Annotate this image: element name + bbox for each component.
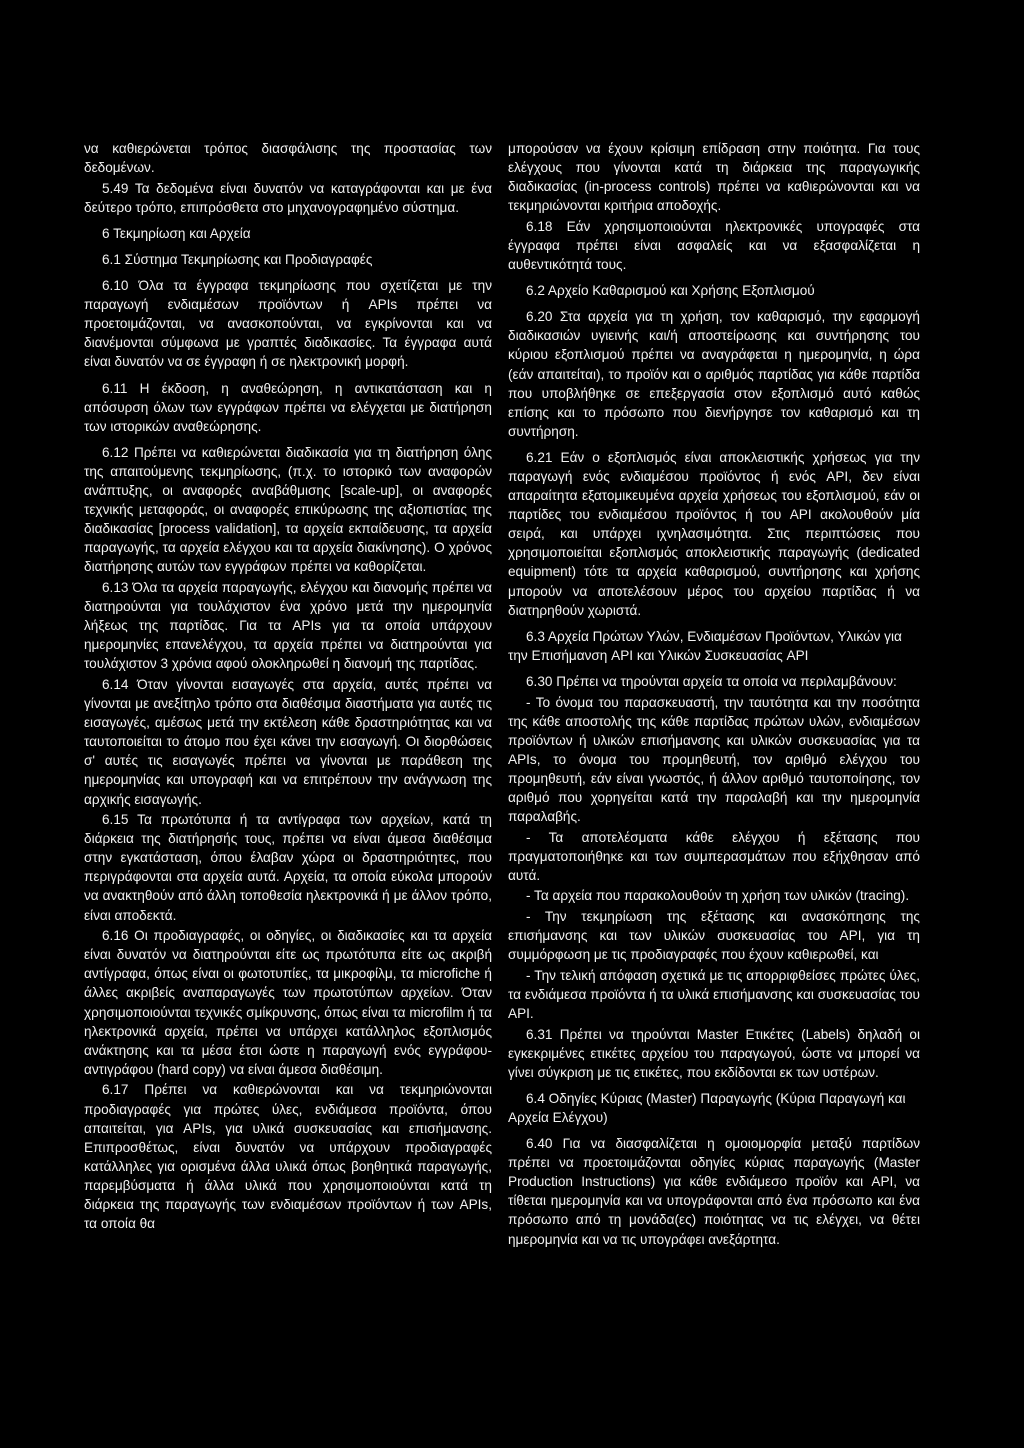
paragraph: 6.40 Για να διασφαλίζεται η ομοιομορφία μεταξύ παρτίδων πρέπει να προετοιμάζονται οδηγίες κύριας παραγωγής (Master Production Instructions) για κάθε ενδιάμεσο προϊόν και API, να τίθεται ημερομηνία και να υπογράφονται από ένα πρόσωπο και ένα πρόσωπο από τη μονάδα(ες) ποιότητας να τις ελέγχει, να θέτει ημερομηνία και να τις υπογράφει ανεξάρτητα. (508, 1136, 920, 1247)
paragraph: 6.13 Όλα τα αρχεία παραγωγής, ελέγχου και διανομής πρέπει να διατηρούνται για τουλάχιστον ένα χρόνο μετά την ημερομηνία λήξεως της παρτίδας. Για τα APIs για τα οποία υπάρχουν ημερομηνίες επανελέγχου, τα αρχεία πρέπει να διατηρούνται για τουλάχιστον 3 χρόνια αφού ολοκληρωθεί η διανομή της παρτίδας. (84, 579, 492, 672)
list-item: - Τα αρχεία που παρακολουθούν τη χρήση των υλικών (tracing). (526, 888, 910, 904)
section-heading: 6.2 Αρχείο Καθαρισμού και Χρήσης Εξοπλισμού (526, 283, 815, 299)
paragraph: να καθιερώνεται τρόπος διασφάλισης της προστασίας των δεδομένων. (84, 141, 492, 176)
right-column (508, 139, 920, 1250)
section-heading: 6.1 Σύστημα Τεκμηρίωσης και Προδιαγραφές (102, 251, 373, 267)
list-item: - Την τελική απόφαση σχετικά με τις απορριφθείσες πρώτες ύλες, τα ενδιάμεσα προϊόντα ή τα υλικά επισήμανσης και συσκευασίας του API. (508, 967, 920, 1022)
section-heading: 6 Τεκμηρίωση και Αρχεία (102, 225, 251, 241)
paragraph: 6.30 Πρέπει να τηρούνται αρχεία τα οποία να περιλαμβάνουν: (526, 673, 897, 689)
paragraph: 6.12 Πρέπει να καθιερώνεται διαδικασία για τη διατήρηση όλης της απαιτούμενης τεκμηρίωσης, (π.χ. το ιστορικό των αναφορών ανάπτυξης, οι αναφορές αναβάθμισης [scale-up], οι αναφορές τεχνικής μεταφοράς, οι αναφορές επικύρωσης της αξιοπιστίας της διαδικασίας [process validation], τα αρχεία εκπαίδευσης, τα αρχεία παραγωγής, τα αρχεία ελέγχου και τα αρχεία διακίνησης). Ο χρόνος διατήρησης αυτών των εγγράφων πρέπει να καθορίζεται. (84, 444, 492, 575)
section-heading: 6.4 Οδηγίες Κύριας (Master) Παραγωγής (Κύρια Παραγωγή και Αρχεία Ελέγχου) (508, 1090, 906, 1125)
paragraph: 6.20 Στα αρχεία για τη χρήση, τον καθαρισμό, την εφαρμογή διαδικασιών υγιεινής και/ή αποστείρωσης και συντήρησης του κύριου εξοπλισμού πρέπει να αναγράφεται η ημερομηνία, η ώρα (εάν απαιτείται), το προϊόν και ο αριθμός παρτίδας για κάθε παρτίδα που υποβλήθηκε σε επεξεργασία στον εξοπλισμό αυτό καθώς επίσης και το πρόσωπο που διενήργησε τον καθαρισμό και τη συντήρηση. (508, 309, 920, 439)
paragraph: 5.49 Τα δεδομένα είναι δυνατόν να καταγράφονται και με ένα δεύτερο τρόπο, επιπρόσθετα στο μηχανογραφημένο σύστημα. (84, 180, 492, 215)
section-heading: 6.3 Αρχεία Πρώτων Υλών, Ενδιαμέσων Προϊόντων, Υλικών για την Επισήμανση API και Υλικών Συσκευασίας API (508, 628, 902, 663)
paragraph: 6.17 Πρέπει να καθιερώνονται και να τεκμηριώνονται προδιαγραφές για πρώτες ύλες, ενδιάμεσα προϊόντα, όπου απαιτείται, για APIs, για υλικά συσκευασίας και επισήμανσης. Επιπροσθέτως, είναι δυνατόν να υπάρχουν προδιαγραφές κατάλληλες για ορισμένα άλλα υλικά όπως βοηθητικά παραγωγής, παρεμβύσματα ή άλλα υλικά που χρησιμοποιούνται κατά τη διάρκεια της παραγωγής των ενδιαμέσων προϊόντων ή των APIs, τα οποία θα (84, 1082, 492, 1232)
list-item: - Την τεκμηρίωση της εξέτασης και ανασκόπησης της επισήμανσης και των υλικών συσκευασίας του API, για τη συμμόρφωση με τις προδιαγραφές που έχουν καθιερωθεί, και (508, 909, 920, 963)
paragraph: 6.16 Οι προδιαγραφές, οι οδηγίες, οι διαδικασίες και τα αρχεία είναι δυνατόν να διατηρούνται είτε ως πρωτότυπα είτε ως ακριβή αντίγραφα, όπως είναι οι φωτοτυπίες, τα μικροφίλμ, τα microfiche ή άλλες ακριβείς αναπαραγωγές των πρωτοτύπων αρχείων. Όταν χρησιμοποιούνται τεχνικές σμίκρυνσης, όπως είναι τα microfilm ή τα ηλεκτρονικά αρχεία, πρέπει να υπάρχει κατάλληλος εξοπλισμός ανάκτησης και τα μέσα έτσι ώστε η παραγωγή ενός εγγράφου-αντιγράφου (hard copy) να είναι άμεσα διαθέσιμη. (84, 928, 492, 1077)
paragraph: 6.11 Η έκδοση, η αναθεώρηση, η αντικατάσταση και η απόσυρση όλων των εγγράφων πρέπει να ελέγχεται με διατήρηση των ιστορικών αναθεώρησης. (84, 380, 492, 434)
paragraph: μπορούσαν να έχουν κρίσιμη επίδραση στην ποιότητα. Για τους ελέγχους που γίνονται κατά τη διάρκεια της παραγωγικής διαδικασίας (in-process controls) πρέπει να καθιερώνονται και να τεκμηριώνονται κριτήρια αποδοχής. (508, 141, 920, 214)
list-item: - Τα αποτελέσματα κάθε ελέγχου ή εξέτασης που πραγματοποιήθηκε και των συμπερασμάτων που εξήχθησαν από αυτά. (508, 829, 920, 883)
paragraph: 6.21 Εάν ο εξοπλισμός είναι αποκλειστικής χρήσεως για την παραγωγή ενός ενδιαμέσου προϊόντος ή ενός API, δεν είναι απαραίτητα εξατομικευμένα αρχεία χρήσεως του εξοπλισμού, εάν οι παρτίδες του ενδιαμέσου προϊόντος ή του API ακολουθούν μία σειρά, και υπάρχει ιχνηλασιμότητα. Στις περιπτώσεις που χρησιμοποιείται εξοπλισμός αποκλειστικής παραγωγής (dedicated equipment) τότε τα αρχεία καθαρισμού, συντήρησης και χρήσης μπορούν να αποτελέσουν μέρος του αρχείου παρτίδας ή να διατηρηθούν χωριστά. (508, 449, 920, 618)
paragraph: 6.14 Όταν γίνονται εισαγωγές στα αρχεία, αυτές πρέπει να γίνονται με ανεξίτηλο τρόπο στα διαθέσιμα διαστήματα για αυτές τις εισαγωγές, αμέσως μετά την εκτέλεση κάθε δραστηριότητας και να ταυτοποιείται το άτομο που έχει κάνει την εισαγωγή. Οι διορθώσεις σ' αυτές τις εισαγωγές πρέπει να γίνονται με παράθεση της ημερομηνίας και υπογραφή και να επιτρέπουν την ανάγνωση της αρχικής εισαγωγής. (84, 676, 492, 807)
left-column (84, 139, 492, 1235)
paragraph: 6.15 Τα πρωτότυπα ή τα αντίγραφα των αρχείων, κατά τη διάρκεια της διατήρησής τους, πρέπει να είναι άμεσα διαθέσιμα στην εγκατάσταση, όπου έλαβαν χώρα οι δραστηριότητες, που περιγράφονται στα αρχεία αυτά. Αρχεία, τα οποία εύκολα μπορούν να ανακτηθούν από άλλη τοποθεσία ηλεκτρονικά ή με άλλον τρόπο, είναι αποδεκτά. (84, 812, 492, 923)
list-item: - Το όνομα του παρασκευαστή, την ταυτότητα και την ποσότητα της κάθε αποστολής της κάθε παρτίδας πρώτων υλών, ενδιαμέσων προϊόντων ή υλικών επισήμανσης και υλικών συσκευασίας για τα APIs, το όνομα του προμηθευτή, τον αριθμό ελέγχου του προμηθευτή, εάν είναι γνωστός, ή άλλον αριθμό ταυτοποίησης, τον αριθμό που χορηγείται κατά την παραλαβή και την ημερομηνία παραλαβής. (508, 694, 920, 825)
paragraph: 6.10 Όλα τα έγγραφα τεκμηρίωσης που σχετίζεται με την παραγωγή ενδιαμέσων προϊόντων ή APIs πρέπει να προετοιμάζονται, να ανασκοπούνται, να εγκρίνονται και να διανέμονται σύμφωνα με γραπτές διαδικασίες. Τα έγγραφα αυτά είναι δυνατόν να σε έγγραφη ή σε ηλεκτρονική μορφή. (84, 278, 492, 370)
paragraph: 6.18 Εάν χρησιμοποιούνται ηλεκτρονικές υπογραφές στα έγγραφα πρέπει είναι ασφαλείς και να εξασφαλίζεται η αυθεντικότητά τους. (508, 218, 920, 273)
paragraph: 6.31 Πρέπει να τηρούνται Master Ετικέτες (Labels) δηλαδή οι εγκεκριμένες ετικέτες αρχείου του παραγωγού, ώστε να μπορεί να γίνει σύγκριση με τις ετικέτες, που εκδίδονται εκ των υστέρων. (508, 1026, 920, 1080)
